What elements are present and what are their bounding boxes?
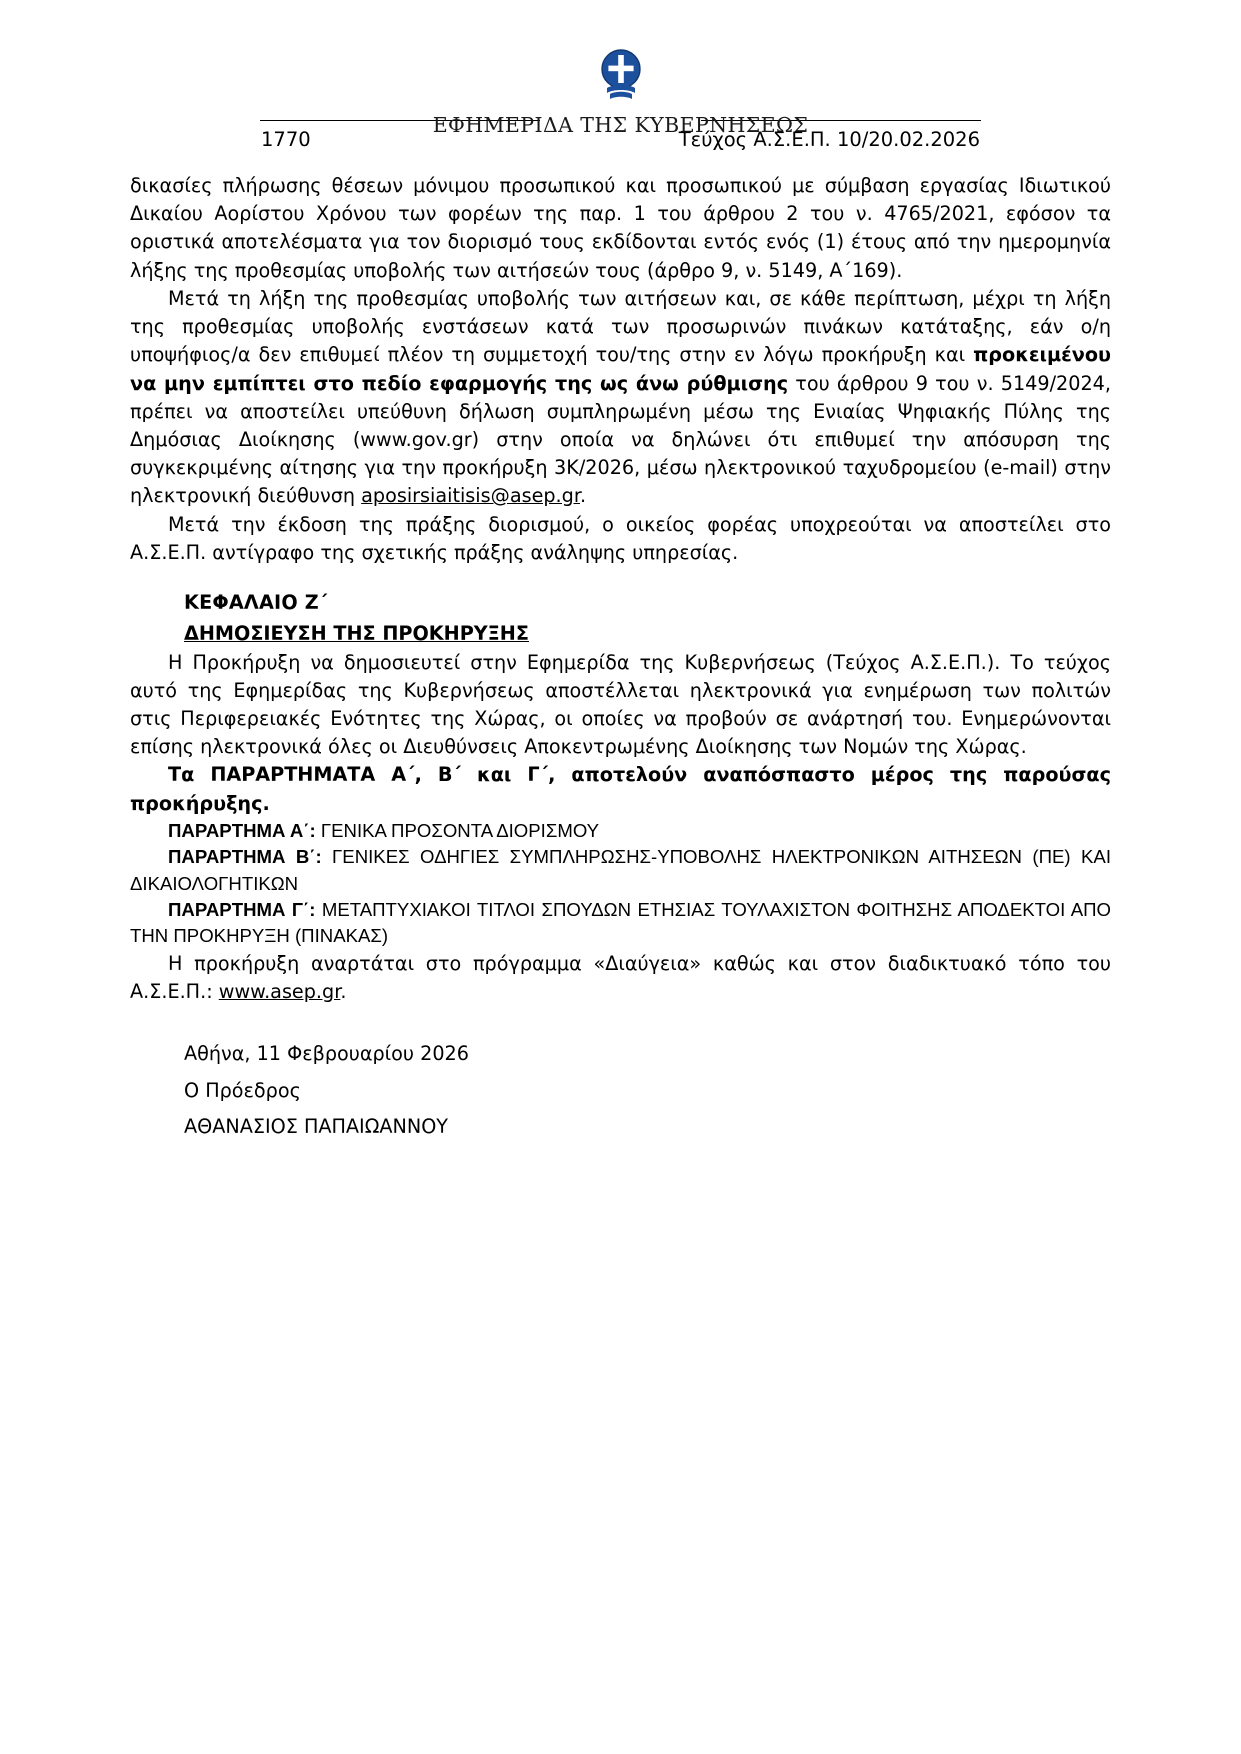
annex-a-line — [130, 818, 1111, 844]
hellenic-republic-emblem — [598, 46, 644, 104]
email-link[interactable]: aposirsiaitisis@asep.gr — [361, 484, 580, 508]
annex-c-line — [130, 897, 1111, 950]
page-number: 1770 — [261, 128, 311, 151]
chapter-heading-block — [184, 589, 1111, 648]
paragraph-diavgeia — [130, 950, 1111, 1006]
signer-name: ΑΘΑΝΑΣΙΟΣ ΠΑΠΑΙΩΑΝΝΟΥ — [184, 1115, 449, 1139]
place-date: Αθήνα, 11 Φεβρουαρίου 2026 — [184, 1042, 469, 1066]
gazette-title: ΕΦΗΜΕΡΙΔΑ ΤΗΣ ΚΥΒΕΡΝΗΣΕΩΣ — [432, 113, 809, 137]
paragraph-appointment-act: Μετά την έκδοση της πράξης διορισμού, ο οικείος φορέας υποχρεούται να αποστείλει στο Α.Σ.Ε.Π. αντίγραφο της σχετικής πράξης ανάληψης υπηρεσίας. — [130, 512, 1111, 564]
paragraph-withdrawal — [130, 285, 1111, 511]
p2-bold-emphasis: προκειμένου να μην εμπίπτει στο πεδίο εφαρμογής της ως άνω ρύθμισης — [130, 343, 1111, 395]
p6-text-part2: . — [340, 979, 347, 1003]
issue-label: Τεύχος Α.Σ.Ε.Π. 10/20.02.2026 — [678, 128, 980, 151]
paragraph-publication: Η Προκήρυξη να δημοσιευτεί στην Εφημερίδα της Κυβερνήσεως (Τεύχος Α.Σ.Ε.Π.). Το τεύχος αυτό της Εφημερίδας της Κυβερνήσεως αποστέλλεται ηλεκτρονικά για ενημέρωση των πολιτών στις Περιφερειακές Ενότητες της Χώρας, οι οποίες να προβούν σε ανάρτησή του. Ενημερώνονται επίσης ηλεκτρονικά όλες οι Διευθύνσεις Αποκεντρωμένης Διοίκησης των Νομών της Χώρας. — [130, 650, 1111, 759]
annex-b-text: ΓΕΝΙΚΕΣ ΟΔΗΓΙΕΣ ΣΥΜΠΛΗΡΩΣΗΣ-ΥΠΟΒΟΛΗΣ ΗΛΕΚΤΡΟΝΙΚΩΝ ΑΙΤΗΣΕΩΝ (ΠΕ) ΚΑΙ ΔΙΚΑΙΟΛΟΓΗΤΙΚΩΝ — [130, 846, 1111, 894]
asep-website-link[interactable]: www.asep.gr — [218, 979, 341, 1003]
annex-b-label: ΠΑΡΑΡΤΗΜΑ Β΄: — [168, 846, 322, 868]
annex-b-line — [130, 844, 1111, 897]
p2-text-part3: . — [579, 484, 587, 508]
p6-text-part1: Η προκήρυξη αναρτάται στο πρόγραμμα «Διαύγεια» καθώς και στον διαδικτυακό τόπο του Α.Σ.Ε.Π.: — [130, 951, 1111, 1003]
signer-role: Ο Πρόεδρος — [184, 1078, 301, 1102]
chapter-title: ΚΕΦΑΛΑΙΟ Ζ΄ — [184, 591, 328, 615]
paragraph-annexes-note: Τα ΠΑΡΑΡΤΗΜΑΤΑ Α΄, Β΄ και Γ΄, αποτελούν αναπόσπαστο μέρος της παρούσας προκήρυξης. — [130, 763, 1111, 815]
p2-text-part1: Μετά τη λήξη της προθεσμίας υποβολής των αιτήσεων και, σε κάθε περίπτωση, μέχρι τη λήξη της προθεσμίας υποβολής ενστάσεων κατά των προσωρινών πινάκων κατάταξης, εάν ο/η υποψήφιος/α δεν επιθυμεί πλέον τη συμμετοχή του/της στην εν λόγω προκήρυξη και — [130, 286, 1111, 367]
annex-c-label: ΠΑΡΑΡΤΗΜΑ Γ΄: — [168, 898, 316, 920]
page-header — [130, 0, 1111, 150]
signature-block — [184, 1036, 1111, 1145]
p2-text-part2: του άρθρου 9 του ν. 5149/2024, πρέπει να αποστείλει υπεύθυνη δήλωση συμπληρωμένη μέσω της Ενιαίας Ψηφιακής Πύλης της Δημόσιας Διοίκησης (www.gov.gr) στην οποία να δηλώνει ότι επιθυμεί την απόσυρση της συγκεκριμένης αίτησης για την προκήρυξη 3Κ/2026, μέσω ηλεκτρονικού ταχυδρομείου (e-mail) στην ηλεκτρονική διεύθυνση — [130, 371, 1111, 508]
annex-a-label: ΠΑΡΑΡΤΗΜΑ Α΄: — [168, 819, 316, 841]
document-body — [130, 172, 1111, 1146]
chapter-subtitle: ΔΗΜΟΣΙΕΥΣΗ ΤΗΣ ΠΡΟΚΗΡΥΞΗΣ — [184, 622, 529, 646]
annex-c-text: ΜΕΤΑΠΤΥΧΙΑΚΟΙ ΤΙΤΛΟΙ ΣΠΟΥΔΩΝ ΕΤΗΣΙΑΣ ΤΟΥΛΑΧΙΣΤΟΝ ΦΟΙΤΗΣΗΣ ΑΠΟΔΕΚΤΟΙ ΑΠΟ ΤΗΝ ΠΡΟΚΗΡΥΞΗ (ΠΙΝΑΚΑΣ) — [130, 898, 1111, 947]
paragraph-continuation: δικασίες πλήρωσης θέσεων μόνιμου προσωπικού και προσωπικού με σύμβαση εργασίας Ιδιωτικού Δικαίου Αορίστου Χρόνου των φορέων της παρ. 1 του άρθρου 2 του ν. 4765/2021, εφόσον τα οριστικά αποτελέσματα για τον διορισμό τους εκδίδονται εντός ενός (1) έτους από την ημερομηνία λήξης της προθεσμίας υποβολής των αιτήσεών τους (άρθρο 9, ν. 5149, Α΄169). — [130, 174, 1111, 282]
annex-a-text: ΓΕΝΙΚΑ ΠΡΟΣΟΝΤΑ ΔΙΟΡΙΣΜΟΥ — [315, 819, 600, 841]
